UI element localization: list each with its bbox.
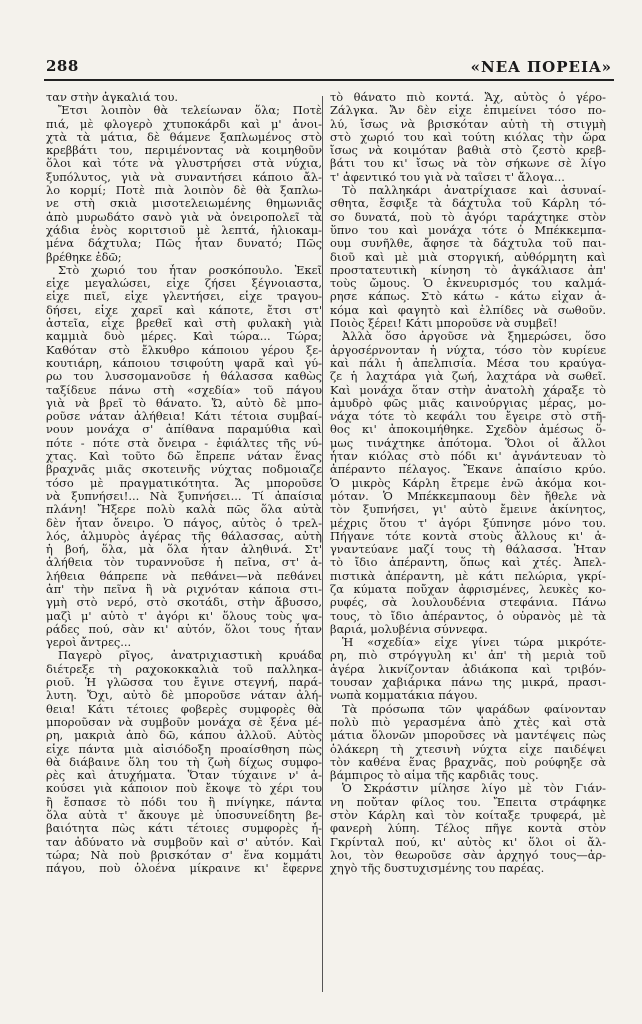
text-line: ἀμυδρὸ φῶς μιᾶς καινούργιας μέρας, μο- [330, 396, 606, 410]
text-line: ριοῦ. Ἡ γλῶσσα του ἔγινε στεγνή, παρά- [46, 676, 322, 690]
text-line: λός, ἁλμυρὸς ἀγέρας τῆς θάλασσας, αὐτὴ [46, 529, 322, 543]
page-number: 288 [46, 57, 79, 75]
text-line: ράδες πού, σὰν κι' αὐτόν, ὅλοι τους ἦταν [46, 622, 322, 636]
text-line: μως τινάχτηκε ἀπότομα. Ὅλοι οἱ ἄλλοι [330, 436, 606, 450]
text-line: εἶχε μεγαλώσει, εἶχε ζήσει ξέγνοιαστα, [46, 277, 322, 291]
text-line: Ποιὸς ξέρει! Κάτι μποροῦσε νὰ συμβεῖ! [330, 317, 558, 331]
text-line: ξυπόλυτος, γιὰ νὰ συναντήσει κάποιο ἄλ- [46, 170, 322, 184]
text-line: Ὁ Σκράστιν μίλησε λίγο μὲ τὸν Γιάν- [342, 782, 606, 796]
text-line: λοι, τὸν θεωροῦσε σὰν ἀρχηγό τους—ἀρ- [330, 848, 606, 862]
text-line: λήθεια θάπρεπε νὰ πεθάνει—νὰ πεθάνει [46, 569, 322, 583]
text-line: τώρα; Νὰ ποὺ βρισκόταν σ' ἕνα κομμάτι [46, 848, 322, 862]
text-line: Καθόταν στὸ ἔλκυθρο κάποιου γέρου ξε- [46, 343, 322, 357]
text-line: μποροῦσαν νὰ συμβοῦν μονάχα σὲ ξένα μέ- [46, 715, 322, 729]
text-line: πλάνη! Ἤξερε πολὺ καλὰ πῶς ὅλα αὐτὰ [46, 503, 322, 517]
text-line: τουσαν χαβιάρικα πάνω της μικρά, πρασι- [330, 676, 606, 690]
text-line: σθητα, ἔσφιξε τὰ δάχτυλα τοῦ Κάρλη τό- [330, 197, 606, 211]
text-line: βαιότητα πὼς κάτι τέτοιες συμφορὲς ἦ- [46, 822, 322, 836]
text-line: βρέθηκε ἐδῶ; [46, 250, 122, 264]
text-line: χάδια ἑνὸς κοριτσιοῦ μὲ λεπτά, ἡλιοκαμ- [46, 223, 322, 237]
right-text-column [330, 91, 606, 876]
text-line: ρω του λυσσομανοῦσε ἡ θάλασσα καθὼς [46, 370, 322, 384]
text-line: ρὲς καὶ ἀτυχήματα. Ὅταν τύχαινε ν' ἀ- [46, 769, 322, 783]
text-line: λύ, ἴσως νὰ βρισκόταν αὐτὴ τὴ στιγμὴ [330, 117, 606, 131]
text-line: ταν ἀδύνατο νὰ συμβοῦν καὶ σ' αὐτόν. Καὶ [46, 835, 322, 849]
text-line: δήσει, εἶχε χαρεῖ καὶ κάποτε, ἔτσι στ' [46, 303, 322, 317]
text-line: πολὺ πιὸ γερασμένα ἀπὸ χτὲς καὶ στὰ [330, 715, 606, 729]
text-line: γιὰ νὰ βρεῖ τὸ θάνατο. Ὤ, αὐτὸ δὲ μπο- [46, 396, 322, 410]
text-line: ρη, μακριὰ ἀπὸ δῶ, κάπου ἀλλοῦ. Αὐτὸς [46, 729, 322, 743]
text-line: δὲν ἦταν ὄνειρο. Ὁ πάγος, αὐτὸς ὁ τρελ- [46, 516, 322, 530]
text-line: τὸν ξυπνήσει, γι' αὐτὸ ἔμεινε ἀκίνητος, [330, 503, 606, 517]
text-line: φανερὴ λύπη. Τέλος πῆγε κοντὰ στὸν [330, 822, 606, 836]
text-line: νε στὴ σκιὰ μισοτελειωμένης θημωνιᾶς [46, 197, 322, 211]
left-text-column [46, 91, 322, 876]
text-line: λο κορμί; Ποτὲ πιὰ λοιπὸν δὲ θὰ ξαπλω- [46, 184, 322, 198]
text-line: μόταν. Ὁ Μπέκκεμπαουμ δὲν ἤθελε νὰ [330, 489, 606, 503]
text-line: Γκρίνταλ πού, κι' αὐτὸς κι' ὅλοι οἱ ἄλ- [330, 835, 606, 849]
text-line: γμὴ στὸ νερό, στὸ σκοτάδι, στὴν ἄβυσσο, [46, 596, 322, 610]
text-line: τοὺς ὤμους. Ὁ ἐκνευρισμός του καλμά- [330, 277, 606, 291]
text-line: εἶχε πάντα μιὰ αἰσιόδοξη προαίσθηση πὼς [46, 742, 322, 756]
text-line: διέτρεξε τὴ ραχοκοκκαλιὰ τοῦ παλληκα- [46, 662, 322, 676]
text-line: ἀπέραντο πέλαγος. Ἔκανε ἀπαίσιο κρύο. [330, 463, 606, 477]
text-line: κουτιάρη, κάποιου τσιφούτη ψαρᾶ καὶ γύ- [46, 356, 322, 370]
text-line: ἢ ἔσπασε τὸ πόδι του ἢ πνίγηκε, πάντα [46, 795, 322, 809]
text-line: σο δυνατά, ποὺ τὸ ἀγόρι ταράχτηκε στὸν [330, 210, 606, 224]
text-line: ἀγέρα λικνίζονταν ἀδιάκοπα καὶ τριβόν- [330, 662, 606, 676]
text-line: ροῦσε νάταν ἀλήθεια! Κάτι τέτοια συμβαί- [46, 410, 322, 424]
text-line: μένα δάχτυλα; Πῶς ἦταν δυνατό; Πῶς [46, 237, 322, 251]
text-line: στὸ χωριό του καὶ τούτη κιόλας τὴν ὥρα [330, 130, 606, 144]
text-line: βραχνᾶς μιᾶς σκοτεινῆς νύχτας ποδμοιαζε [46, 463, 322, 477]
text-line: ἀπὸ μυρωδάτο σανὸ γιὰ νὰ ὀνειροπολεῖ τὰ [46, 210, 322, 224]
header-rule [44, 79, 614, 81]
text-line: θὰ διάβαινε ὅλη του τὴ ζωὴ δίχως συμφο- [46, 755, 322, 769]
text-line: Τὰ πρόσωπα τῶν ψαράδων φαίνονταν [342, 702, 606, 716]
text-line: νὰ ξυπνήσει!... Νὰ ξυπνήσει... Τί ἀπαίσια [46, 489, 322, 503]
text-line: χηγὸ τῆς δυστυχισμένης του παρέας. [330, 862, 545, 876]
text-line: Καὶ μονάχα ὅταν στὴν ἀνατολὴ χάραξε τὸ [330, 383, 606, 397]
text-line: ταν στὴν ἀγκαλιά του. [46, 91, 178, 104]
text-line: ουμ συνῆλθε, ἄφησε τὰ δάχτυλα τοῦ παι- [330, 237, 606, 251]
text-line: Στὸ χωριό του ἦταν ροσκόπουλο. Ἐκεῖ [58, 263, 322, 277]
text-line: γναντεύανε μαζί τους τὴ θάλασσα. Ἦταν [330, 543, 606, 557]
text-line: τόσο μὲ πραγματικότητα. Ἄς μποροῦσε [46, 476, 322, 490]
text-line: στὸν Κάρλη καὶ τὸν κοίταξε τρυφερά, μὲ [330, 809, 606, 823]
text-line: τὸ ἴδιο ἀπέραντη, ὅπως καὶ χτές. Ἀπελ- [330, 556, 606, 570]
text-line: βαριά, μολυβένια σύννεφα. [330, 622, 488, 636]
text-line: Πήγανε τότε κοντὰ στοὺς ἄλλους κι' ἀ- [330, 529, 606, 543]
text-line: ταξίδευε πάνω στὴ «σχεδία» τοῦ πάγου [46, 383, 322, 397]
text-line: λυτη. Ὄχι, αὐτὸ δὲ μποροῦσε νάταν ἀλή- [46, 689, 322, 703]
text-line: ὅλοι καὶ τότε νὰ γλυστρήσει στὰ νύχια, [46, 157, 322, 171]
text-line: ἀπ' τὴν πεῖνα ἢ νὰ ριχνόταν κάποια στι- [46, 582, 322, 596]
text-line: ὕπνο του καὶ μονάχα τότε ὁ Μπέκκεμπα- [330, 223, 606, 237]
text-line: βάτι του κι' ἴσως νὰ τὸν σήκωνε σὲ λίγο [330, 157, 606, 171]
text-line: χτας. Καὶ τοῦτο δῶ ἔπρεπε νάταν ἕνας [46, 450, 322, 464]
text-line: ζα κύματα ποὔχαν ἀφρισμένες, λευκὲς κο- [330, 582, 606, 596]
text-line: κόμα καὶ φαγητὸ καὶ ἐλπίδες νὰ σωθοῦν. [330, 303, 606, 317]
text-line: θεια! Κάτι τέτοιες φοβερὲς συμφορὲς θὰ [46, 702, 322, 716]
journal-title: «ΝΕΑ ΠΟΡΕΙΑ» [470, 58, 612, 76]
text-line: ἀργοσέρνονταν ἡ νύχτα, τόσο τὸν κυρίευε [330, 343, 606, 357]
text-line: κούσει γιὰ κάποιον ποὺ ἔκοψε τὸ χέρι του [46, 782, 322, 796]
text-line: ἀλήθεια τὸν τυραννοῦσε ἡ πεῖνα, στ' ἀ- [46, 556, 322, 570]
text-line: τ' ἀφεντικό του γιὰ νὰ ταΐσει τ' ἄλογα... [330, 170, 565, 184]
text-line: μαζὶ μ' αὐτὸ τ' ἀγόρι κι' ὅλους τοὺς ψα- [46, 609, 322, 623]
text-line: πάγου, ποὺ ὁλοένα μίκραινε κι' ἔφερνε [46, 862, 322, 876]
text-line: Ἀλλὰ ὅσο ἀργοῦσε νὰ ξημερώσει, ὅσο [342, 330, 606, 344]
text-line: διοῦ καὶ μὲ μιὰ στοργική, αὐθόρμητη καὶ [330, 250, 606, 264]
text-line: ἴσως νὰ κοιμόταν βαθιὰ στὸ ζεστὸ κρεβ- [330, 144, 606, 158]
text-line: γεροὶ ἄντρες... [46, 636, 132, 650]
text-line: Ἡ «σχεδία» εἶχε γίνει τώρα μικρότε- [342, 636, 606, 650]
text-line: τὸ θάνατο πιὸ κοντά. Ἄχ, αὐτὸς ὁ γέρο- [330, 91, 606, 104]
text-line: εἶχε πιεῖ, εἶχε γλεντήσει, εἶχε τραγου- [46, 290, 322, 304]
text-line: χτὰ τὰ μάτια, δὲ θάμενε ξαπλωμένος στὸ [46, 130, 322, 144]
text-line: νάχα τότε τὸ κεφάλι του ἔγειρε στὸ στῆ- [330, 410, 606, 424]
column-divider [322, 96, 323, 992]
text-line: ἡ βοή, ὅλα, μὰ ὅλα ἦταν ἀληθινά. Στ' [46, 543, 322, 557]
text-line: ὁλάκερη τὴ χτεσινὴ νύχτα εἶχε παιδέψει [330, 742, 606, 756]
text-line: προστατευτικὴ κίνηση τὸ ἀγκάλιασε ἀπ' [330, 263, 606, 277]
text-line: Τὸ παλληκάρι ἀνατρίχιασε καὶ ἀσυναί- [342, 184, 606, 198]
text-line: βάμπιρος τὸ αἷμα τῆς καρδιᾶς τους. [330, 769, 539, 783]
text-line: κρεββάτι του, περιμένοντας νὰ κοιμηθοῦν [46, 144, 322, 158]
text-line: μέχρις ὅτου τ' ἀγόρι ξύπνησε μόνο του. [330, 516, 606, 530]
text-line: καμμιὰ δυὸ μέρες. Καὶ τώρα... Τώρα; [46, 330, 322, 344]
text-line: Ζάλγκα. Ἄν δὲν εἶχε ἐπιμείνει τόσο πο- [330, 104, 606, 118]
text-line: πιά, μὲ φλογερὸ χτυποκάρδι καὶ μ' ἀνοι- [46, 117, 322, 131]
text-line: πότε - πότε στὰ ὄνειρα - ἐφιάλτες τῆς νύ- [46, 436, 322, 450]
text-line: μάτια ὅλονῶν μποροῦσες νὰ μαντέψεις πὼς [330, 729, 606, 743]
text-line: ζε ἡ λαχτάρα γιὰ ζωή, λαχτάρα νὰ σωθεῖ. [330, 370, 606, 384]
text-line: ἀστεῖα, εἶχε βρεθεῖ καὶ στὴ φυλακὴ γιὰ [46, 317, 322, 331]
text-line: πιστικὰ ἀπέραντη, μὲ κάτι πελώρια, γκρί- [330, 569, 606, 583]
text-line: ρυφές, σὰ λουλουδένια στεφάνια. Πάνω [330, 596, 606, 610]
text-line: καὶ πάλι ἡ ἀπελπισία. Μέσα του κραύγα- [330, 356, 606, 370]
text-line: νουν μονάχα σ' ἀπίθανα παραμύθια καὶ [46, 423, 322, 437]
text-line: ρησε κάπως. Στὸ κάτω - κάτω εἶχαν ἀ- [330, 290, 606, 304]
text-line: νωπὰ κομματάκια πάγου. [330, 689, 478, 703]
text-line: ὅλα αὐτὰ τ' ἄκουγε μὲ ὑποσυνείδητη βε- [46, 809, 322, 823]
text-line: Ἔτσι λοιπὸν θὰ τελείωναν ὅλα; Ποτὲ [58, 104, 322, 118]
text-line: νη ποὔταν φίλος του. Ἔπειτα στράφηκε [330, 795, 606, 809]
text-line: ἦταν κιόλας στὸ πόδι κι' ἀγνάντευαν τὸ [330, 450, 606, 464]
text-line: Ὁ μικρὸς Κάρλη ἔτρεμε ἐνῶ ἀκόμα κοι- [330, 476, 606, 490]
text-line: Παγερὸ ρῖγος, ἀνατριχιαστικὴ κρυάδα [58, 649, 322, 663]
text-line: τὸν καθένα ἕνας βραχνᾶς, ποὺ ρούφηξε σὰ [330, 755, 606, 769]
text-line: τους, τὸ ἴδιο ἀπέραντος, ὁ οὐρανὸς μὲ τὰ [330, 609, 606, 623]
text-line: θος κι' ἀποκοιμήθηκε. Σχεδὸν ἀμέσως ὅ- [330, 423, 606, 437]
text-line: ρη, πιὸ στρόγγυλη κι' ἀπ' τὴ μεριὰ τοῦ [330, 649, 606, 663]
